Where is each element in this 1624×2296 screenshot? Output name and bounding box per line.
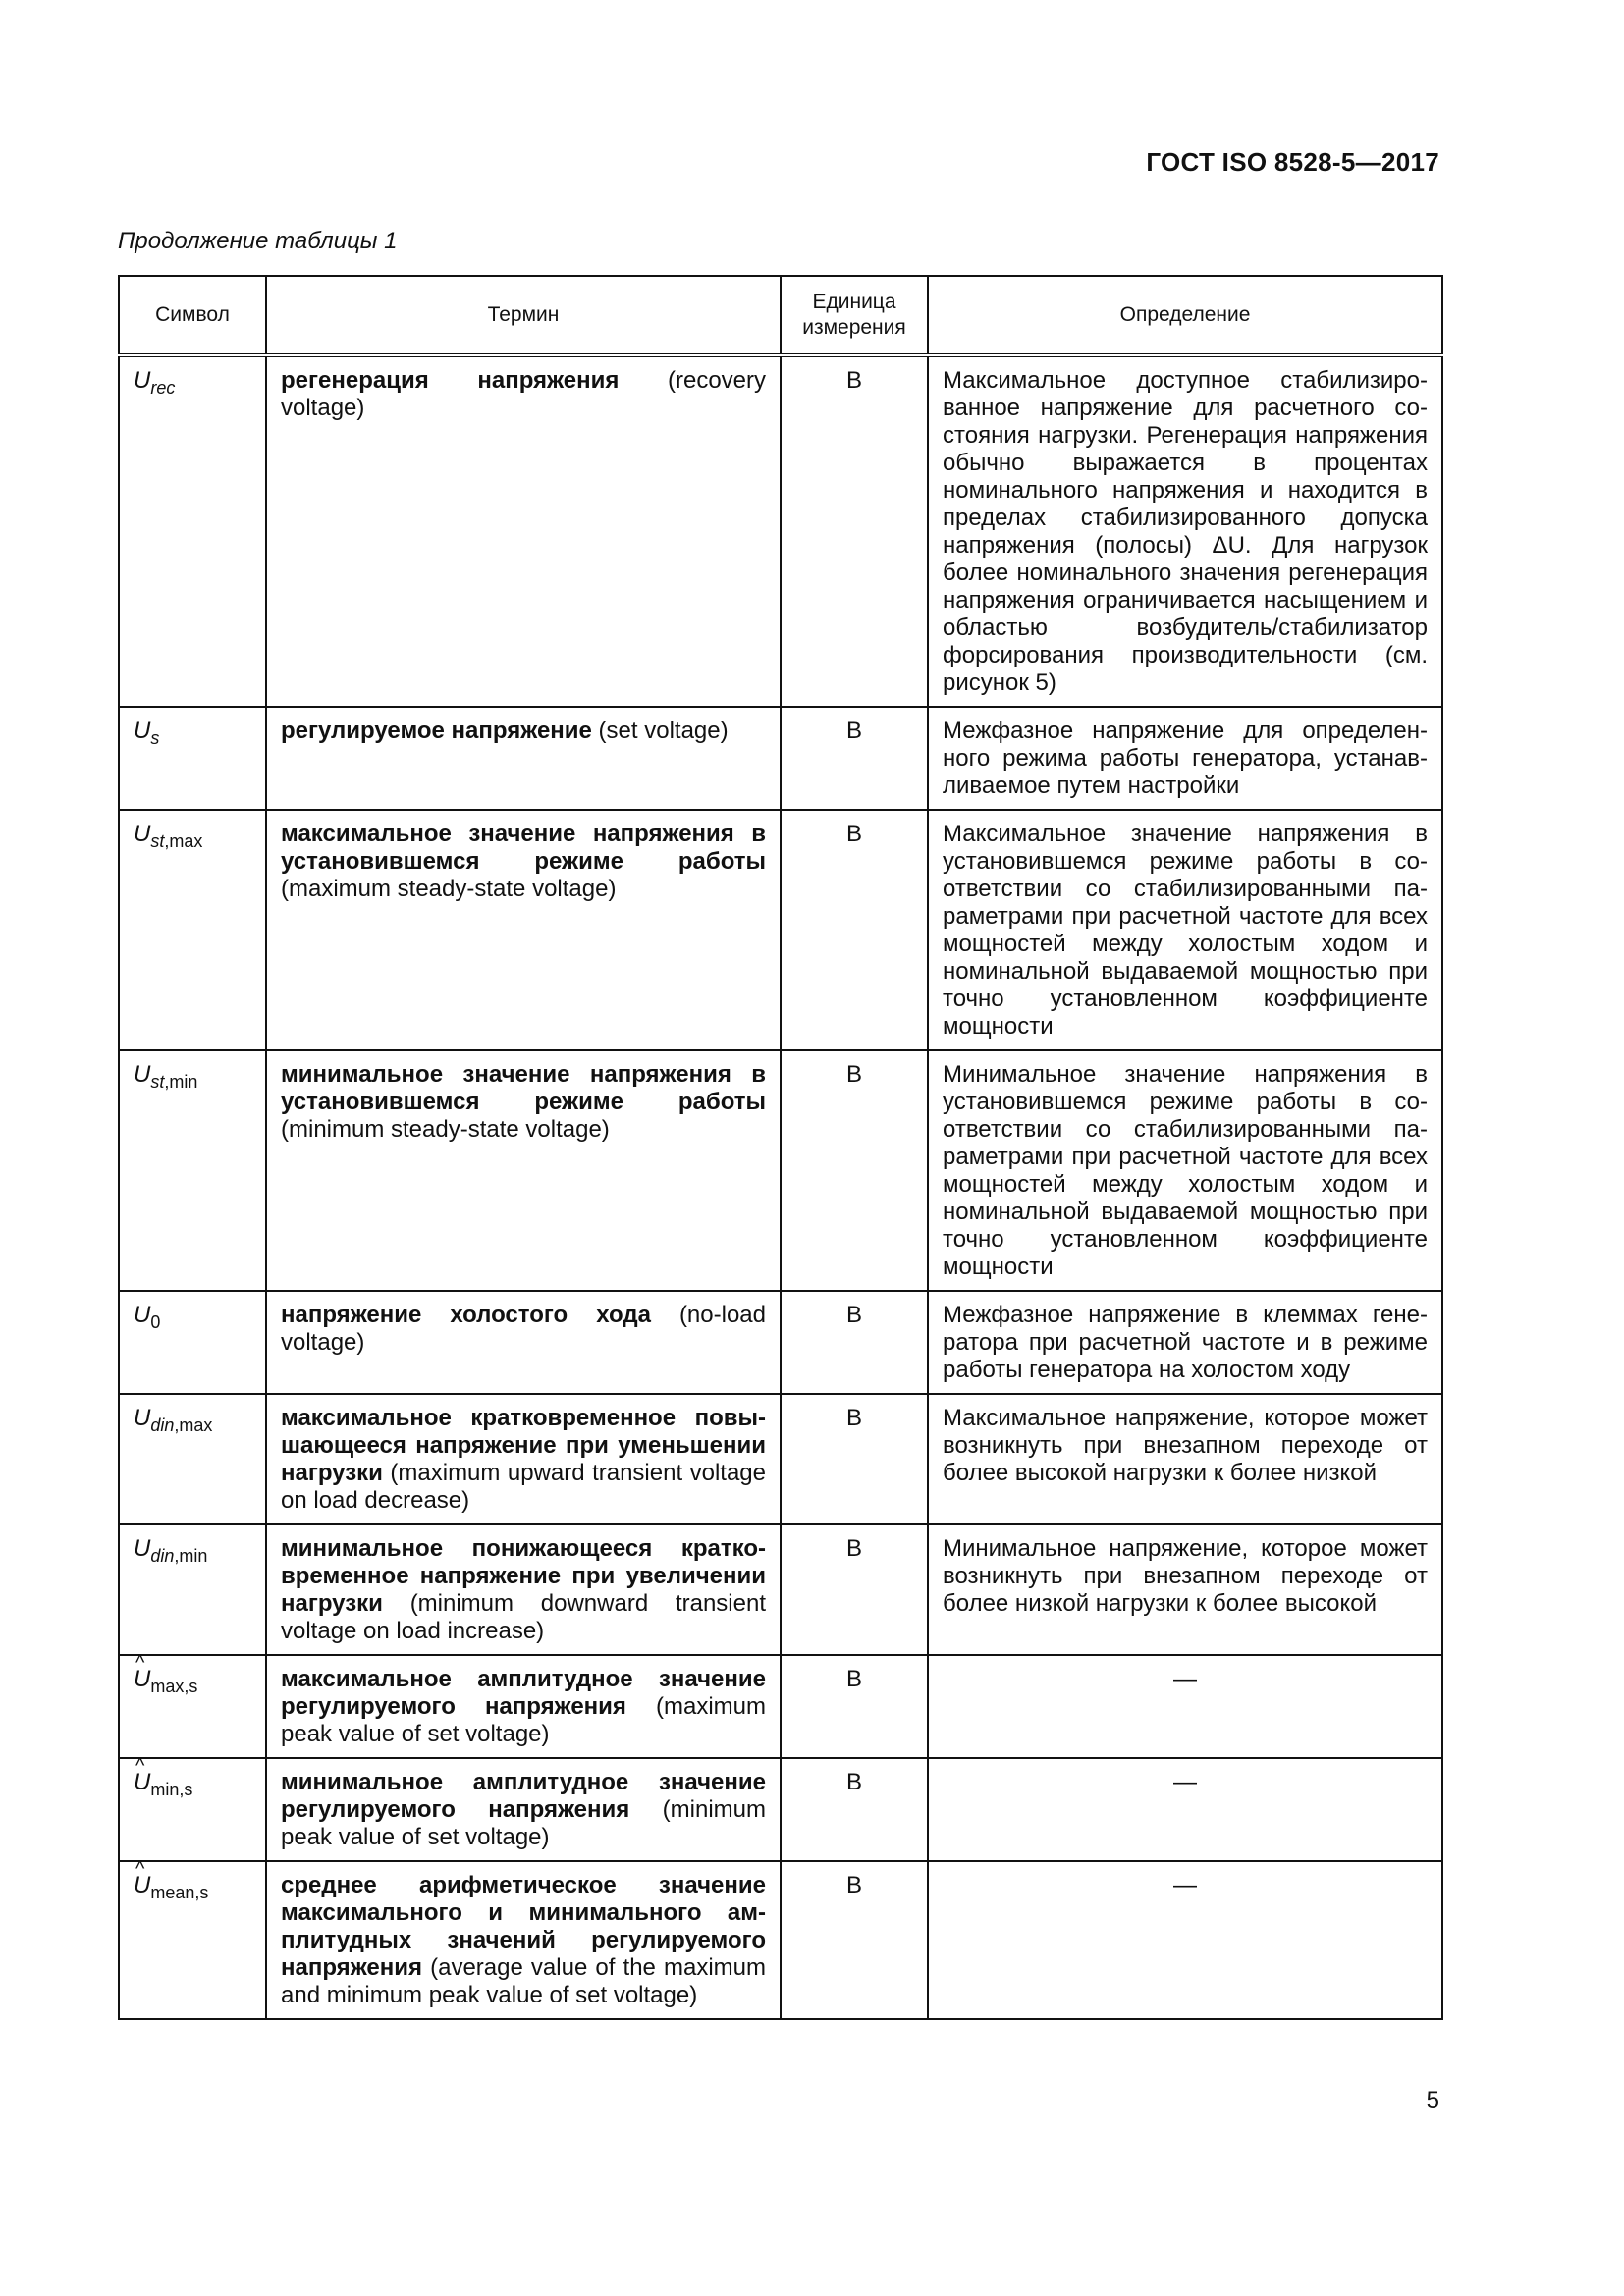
symbol-base-hat: ^ U: [134, 1769, 150, 1796]
symbol-cell: [119, 1050, 266, 1291]
term-name: регулируемое напряжение: [281, 718, 592, 744]
symbol-cell: [119, 1394, 266, 1524]
table-row: [119, 1394, 1442, 1524]
term-english: (minimum peak value of set voltage): [281, 1796, 766, 1850]
symbol-subscript: din,min: [150, 1546, 208, 1566]
term-english: (recovery voltage): [281, 367, 766, 421]
term-english: (minimum steady-state voltage): [281, 1116, 610, 1143]
table-row: [119, 1861, 1442, 2019]
symbol-base: U: [134, 1302, 151, 1328]
column-header-symbol: Символ: [119, 276, 266, 355]
symbol-cell: [119, 1655, 266, 1758]
symbol-base: U: [134, 821, 151, 847]
definition-cell: Максимальное значение напряжения в установившемся режиме работы в соответствии со стабилизированными параметрами при расчетной частоте для всех мощностей между холостым ходом и номинальной выдаваемой мощностью при точно установленном коэффициенте мощности: [928, 810, 1442, 1050]
term-name: среднее арифметическое значение максимального и минимального амплитудных значений регулируемого напряжения: [281, 1872, 766, 1981]
definition-cell: —: [928, 1758, 1442, 1861]
definition-cell: Максимальное напряжение, которое может возникнуть при внезапном переходе от более высокой нагрузки к более низкой: [928, 1394, 1442, 1524]
term-name: максимальное кратковременное повышающееся напряжение при уменьшении нагрузки: [281, 1405, 766, 1486]
term-name: минимальное понижающееся кратковременное напряжение при увеличении нагрузки: [281, 1535, 766, 1617]
unit-cell: В: [781, 1291, 928, 1394]
unit-cell: В: [781, 1655, 928, 1758]
term-cell: [266, 1050, 781, 1291]
term-english: (maximum peak value of set voltage): [281, 1693, 766, 1747]
unit-cell: В: [781, 355, 928, 707]
definition-cell: —: [928, 1655, 1442, 1758]
definition-cell: —: [928, 1861, 1442, 2019]
symbol-cell: [119, 810, 266, 1050]
symbol-cell: [119, 1524, 266, 1655]
unit-cell: В: [781, 810, 928, 1050]
table-row: [119, 1291, 1442, 1394]
unit-cell: В: [781, 1861, 928, 2019]
unit-cell: В: [781, 1050, 928, 1291]
definition-cell: Максимальное доступное стабилизированное напряжение для расчетного состояния нагрузки. Регенерация напряжения обычно выражается в процентах номинального напряжения и находится в пределах стабилизированного допуска напряжения (полосы) ΔU. Для нагрузок более номинального значения регенерация напряжения ограничивается насыщением и областью возбудитель/стабилизатор форсирования производительности (см. рисунок 5): [928, 355, 1442, 707]
term-english: (minimum downward transient voltage on load increase): [281, 1590, 766, 1644]
table-row: [119, 355, 1442, 707]
symbol-base-hat: ^ U: [134, 1666, 150, 1693]
term-cell: [266, 1291, 781, 1394]
column-header-term: Термин: [266, 276, 781, 355]
symbol-subscript: max,s: [150, 1677, 198, 1696]
term-cell: [266, 1861, 781, 2019]
unit-cell: В: [781, 1524, 928, 1655]
term-cell: [266, 810, 781, 1050]
term-cell: [266, 1655, 781, 1758]
unit-cell: В: [781, 1394, 928, 1524]
symbol-subscript: st,min: [150, 1072, 198, 1092]
term-name: напряжение холостого хода: [281, 1302, 651, 1328]
term-name: регенерация напряжения: [281, 367, 620, 394]
symbol-base: U: [134, 718, 151, 744]
document-header-id: ГОСТ ISO 8528-5—2017: [1146, 147, 1439, 177]
symbol-base-hat: ^ U: [134, 1872, 150, 1899]
term-name: максимальное значение напряжения в установившемся режиме работы: [281, 821, 766, 875]
symbol-subscript: st,max: [150, 831, 203, 851]
table-row: [119, 1050, 1442, 1291]
definition-cell: Межфазное напряжение в клеммах генератора при расчетной частоте и в режиме работы генератора на холостом ходу: [928, 1291, 1442, 1394]
term-english: (maximum upward transient voltage on load decrease): [281, 1460, 766, 1514]
term-english: (average value of the maximum and minimum peak value of set voltage): [281, 1954, 766, 2008]
symbol-base: U: [134, 1535, 151, 1562]
symbol-cell: [119, 1758, 266, 1861]
term-name: минимальное значение напряжения в установившемся режиме работы: [281, 1061, 766, 1115]
table-row: [119, 1524, 1442, 1655]
term-cell: [266, 1524, 781, 1655]
column-header-definition: Определение: [928, 276, 1442, 355]
term-name: максимальное амплитудное значение регулируемого напряжения: [281, 1666, 766, 1720]
symbol-cell: [119, 1861, 266, 2019]
symbol-subscript: min,s: [150, 1780, 193, 1799]
symbol-subscript: rec: [150, 378, 176, 398]
table-row: [119, 1655, 1442, 1758]
term-cell: [266, 1758, 781, 1861]
term-cell: [266, 1394, 781, 1524]
symbol-subscript: s: [150, 728, 160, 748]
table-header: [119, 276, 1442, 355]
table-header-row: [119, 276, 1442, 355]
term-cell: [266, 355, 781, 707]
symbol-base: U: [134, 1405, 151, 1431]
table-caption: Продолжение таблицы 1: [118, 228, 398, 254]
symbol-subscript: 0: [150, 1312, 161, 1332]
table-row: [119, 810, 1442, 1050]
symbol-cell: [119, 1291, 266, 1394]
terms-table: [118, 275, 1443, 2020]
table-row: [119, 1758, 1442, 1861]
page-number: 5: [1426, 2087, 1439, 2113]
table-body: [119, 355, 1442, 2019]
table-row: [119, 707, 1442, 810]
definition-cell: Межфазное напряжение для определенного режима работы генератора, устанавливаемое путем настройки: [928, 707, 1442, 810]
symbol-subscript: mean,s: [150, 1883, 209, 1902]
unit-cell: В: [781, 707, 928, 810]
term-english: (maximum steady-state voltage): [281, 876, 617, 902]
symbol-cell: [119, 355, 266, 707]
unit-cell: В: [781, 1758, 928, 1861]
symbol-subscript: din,max: [150, 1415, 213, 1435]
symbol-base: U: [134, 1061, 151, 1088]
column-header-unit: Единица измерения: [781, 276, 928, 355]
definition-cell: Минимальное напряжение, которое может возникнуть при внезапном переходе от более низкой нагрузки к более высокой: [928, 1524, 1442, 1655]
term-cell: [266, 707, 781, 810]
term-english: (no-load voltage): [281, 1302, 766, 1356]
symbol-base: U: [134, 367, 151, 394]
definition-cell: Минимальное значение напряжения в установившемся режиме работы в соответствии со стабилизированными параметрами при расчетной частоте для всех мощностей между холостым ходом и номинальной выдаваемой мощностью при точно установленном коэффициенте мощности: [928, 1050, 1442, 1291]
symbol-cell: [119, 707, 266, 810]
term-english: (set voltage): [591, 718, 729, 744]
term-name: минимальное амплитудное значение регулируемого напряжения: [281, 1769, 766, 1823]
